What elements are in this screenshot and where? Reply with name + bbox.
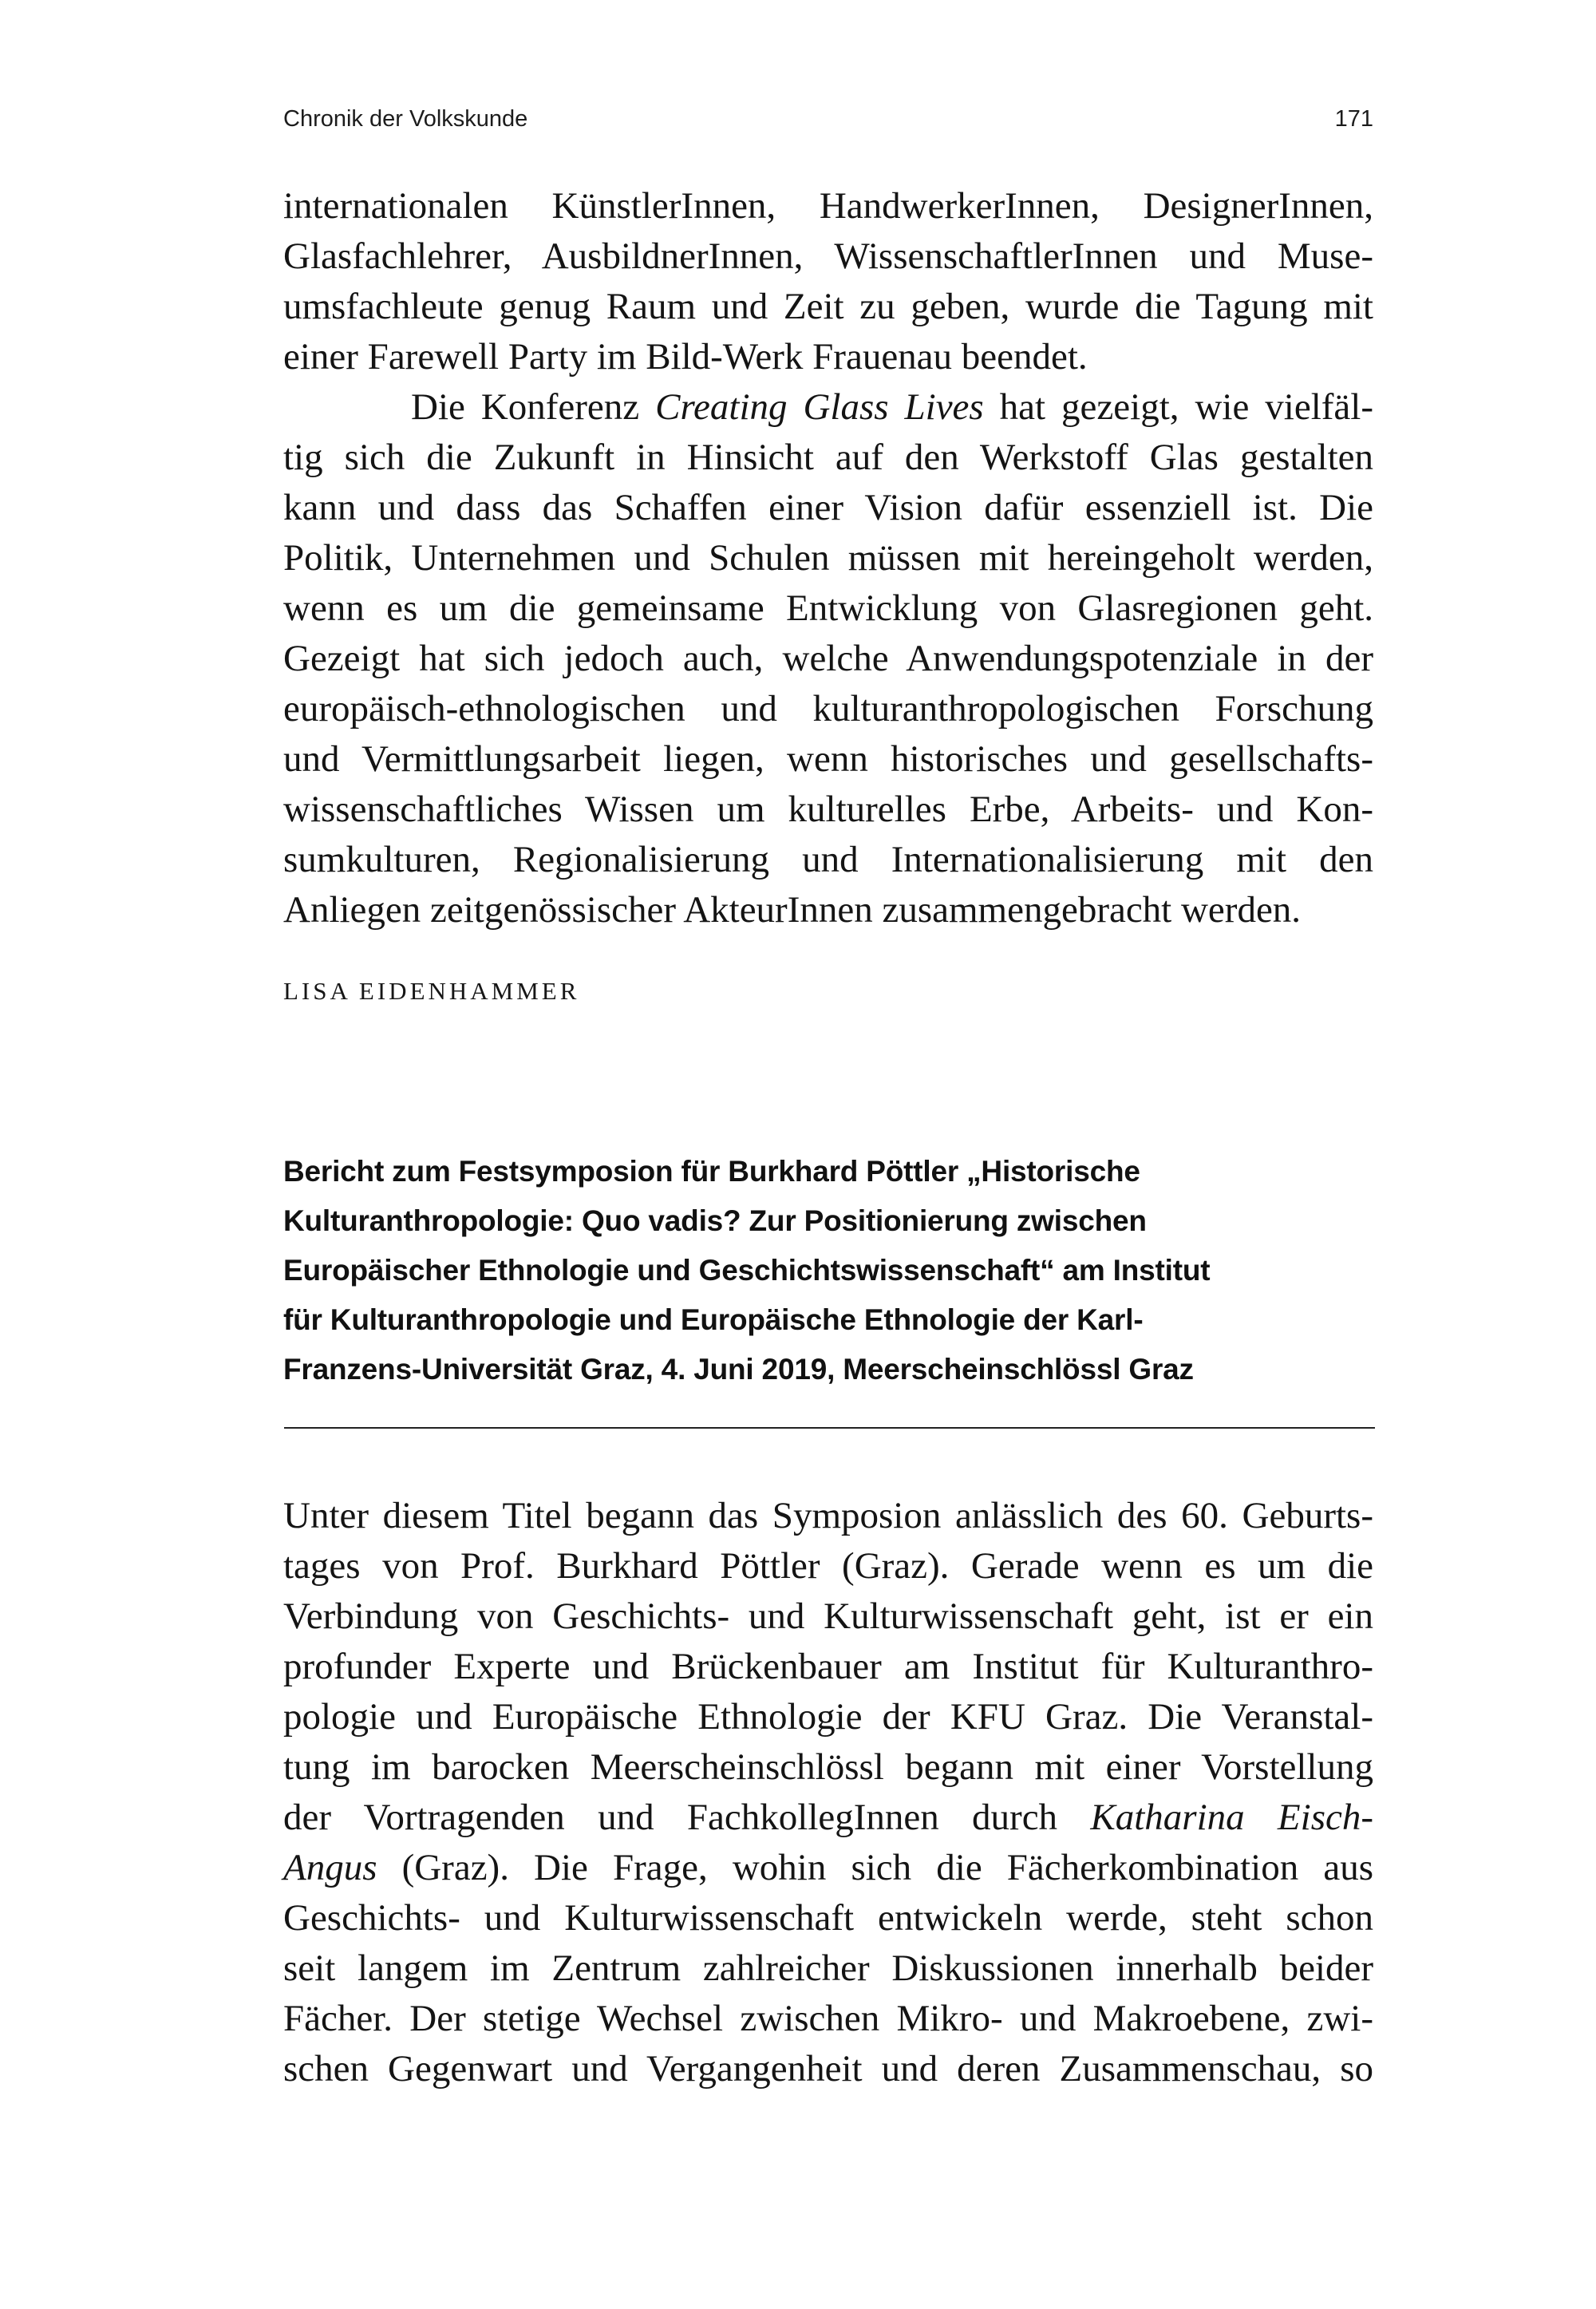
running-head-title: Chronik der Volkskunde [283,106,528,132]
text-line: tig sich die Zukunft in Hinsicht auf den Werkstoff Glas gestalten [283,437,1373,478]
page-number: 171 [1334,106,1373,132]
text-line: Unter diesem Titel begann das Symposion anlässlich des 60. Geburts- [283,1495,1373,1536]
text-line [283,1793,1373,1843]
person-name: Angus [283,1847,377,1888]
text-line: Gezeigt hat sich jedoch auch, welche Anwendungspotenziale in der [283,638,1373,679]
text-line: pologie und Europäische Ethnologie der KFU Graz. Die Veranstal- [283,1696,1373,1738]
text-line: europäisch-ethnologischen und kulturanthropologischen Forschung [283,688,1373,729]
text-line: seit langem im Zentrum zahlreicher Diskussionen innerhalb beider [283,1947,1373,1989]
paragraph [283,382,1373,935]
text-line: Politik, Unternehmen und Schulen müssen mit hereingeholt werden, [283,537,1373,579]
text-run: der Vortragenden und FachkollegInnen durch [283,1797,1091,1838]
text-line: einer Farewell Party im Bild-Werk Frauenau beendet. [283,336,1088,378]
running-head [283,105,1373,133]
text-line: tages von Prof. Burkhard Pöttler (Graz). Gerade wenn es um die [283,1545,1373,1587]
text-run: (Graz). Die Frage, wohin sich die Fächerkombination aus [377,1847,1373,1888]
conference-title: Creating Glass Lives [655,386,984,428]
text-line: Anliegen zeitgenössischer AkteurInnen zusammengebracht werden. [283,889,1302,931]
text-line: profunder Experte und Brückenbauer am Institut für Kulturanthro- [283,1646,1373,1687]
heading-line: Kulturanthropologie: Quo vadis? Zur Positionierung zwischen [283,1204,1147,1237]
text-line: und Vermittlungsarbeit liegen, wenn historisches und gesellschafts- [283,738,1373,780]
text-line [283,1843,1373,1893]
text-line [283,382,1373,433]
heading-line: für Kulturanthropologie und Europäische Ethnologie der Karl- [283,1303,1144,1336]
paragraph [283,181,1373,382]
report-heading [283,1147,1373,1394]
heading-line: Europäischer Ethnologie und Geschichtswissenschaft“ am Institut [283,1254,1211,1287]
text-line: Geschichts- und Kulturwissenschaft entwickeln werde, steht schon [283,1897,1373,1939]
text-line: internationalen KünstlerInnen, HandwerkerInnen, DesignerInnen, [283,185,1373,227]
text-line: schen Gegenwart und Vergangenheit und deren Zusammenschau, so [283,2048,1373,2090]
text-line: Fächer. Der stetige Wechsel zwischen Mikro- und Makroebene, zwi- [283,1998,1373,2039]
section-2-body [283,1491,1373,2094]
text-line: kann und dass das Schaffen einer Vision dafür essenziell ist. Die [283,487,1373,528]
text-line: wenn es um die gemeinsame Entwicklung von Glasregionen geht. [283,587,1373,629]
heading-divider [284,1427,1375,1429]
author-signature: LISA EIDENHAMMER [283,977,580,1005]
heading-line: Bericht zum Festsymposion für Burkhard Pöttler „Historische [283,1155,1140,1188]
section-1-body [283,181,1373,935]
text-line: Glasfachlehrer, AusbildnerInnen, WissenschaftlerInnen und Muse- [283,235,1373,277]
heading-line: Franzens-Universität Graz, 4. Juni 2019, Meerscheinschlössl Graz [283,1353,1194,1386]
text-line: sumkulturen, Regionalisierung und Internationalisierung mit den [283,839,1373,880]
text-run: hat gezeigt, wie vielfäl- [983,386,1373,428]
text-line: Verbindung von Geschichts- und Kulturwissenschaft geht, ist er ein [283,1595,1373,1637]
text-line: umsfachleute genug Raum und Zeit zu geben, wurde die Tagung mit [283,286,1373,327]
text-run: Die Konferenz [411,386,656,428]
person-name: Katharina Eisch- [1090,1797,1374,1838]
text-line: tung im barocken Meerscheinschlössl begann mit einer Vorstellung [283,1746,1373,1788]
text-line: wissenschaftliches Wissen um kulturelles Erbe, Arbeits- und Kon- [283,789,1373,830]
